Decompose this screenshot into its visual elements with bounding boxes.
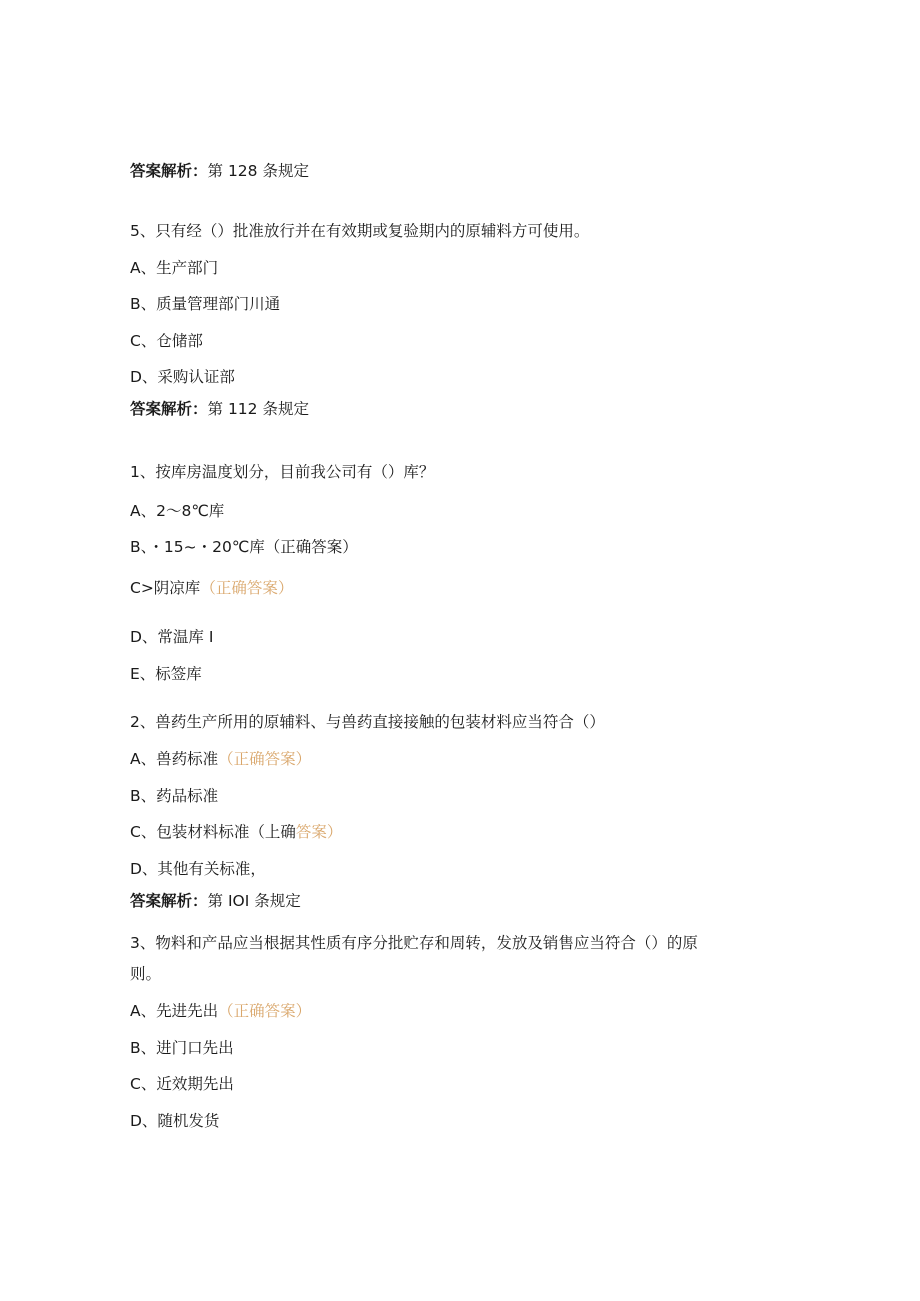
option-text: D、随机发货 xyxy=(130,1112,220,1130)
analysis-text: 第 112 条规定 xyxy=(207,400,309,418)
answer-analysis xyxy=(130,398,309,420)
option-text: D、采购认证部 xyxy=(130,368,235,386)
question-text: 5、只有经（）批准放行并在有效期或复验期内的原辅料方可使用。 xyxy=(130,222,590,240)
option-text: C、近效期先出 xyxy=(130,1075,234,1093)
option-text: B、・15~・20℃库（正确答案） xyxy=(130,538,358,556)
option-text xyxy=(130,1000,311,1022)
option-text: B、质量管理部门川通 xyxy=(130,295,281,313)
option-text: A、生产部门 xyxy=(130,259,219,277)
option-text xyxy=(130,577,293,599)
question-text: 2、兽药生产所用的原辅料、与兽药直接接触的包装材料应当符合（） xyxy=(130,713,605,731)
correct-answer-mark: （正确答案） xyxy=(200,579,294,597)
analysis-text: 第 128 条规定 xyxy=(207,162,309,180)
option-text: B、进门口先出 xyxy=(130,1039,234,1057)
option-body: C>阴凉库 xyxy=(130,579,201,597)
option-text: D、其他有关标准， xyxy=(130,860,266,878)
analysis-label: 答案解析： xyxy=(130,400,208,418)
analysis-label: 答案解析： xyxy=(130,892,208,910)
option-body: C、包装材料标准（上确 xyxy=(130,823,296,841)
question-continuation: 则。 xyxy=(130,965,162,983)
option-text xyxy=(130,748,311,770)
option-text xyxy=(130,821,342,843)
option-body: A、兽药标准 xyxy=(130,750,219,768)
correct-answer-mark: （正确答案） xyxy=(218,1002,312,1020)
option-text: C、仓储部 xyxy=(130,332,203,350)
answer-analysis xyxy=(130,890,301,912)
option-text: D、常温库 I xyxy=(130,628,214,646)
correct-answer-mark: 答案） xyxy=(295,823,343,841)
option-text: B、药品标准 xyxy=(130,787,219,805)
option-text: E、标签库 xyxy=(130,665,202,683)
correct-answer-mark: （正确答案） xyxy=(218,750,312,768)
option-text: A、2～8℃库 xyxy=(130,502,225,520)
option-body: A、先进先出 xyxy=(130,1002,219,1020)
analysis-text: 第 IOI 条规定 xyxy=(207,892,301,910)
answer-analysis xyxy=(130,160,309,182)
analysis-label: 答案解析： xyxy=(130,162,208,180)
question-text: 1、按库房温度划分，目前我公司有（）库？ xyxy=(130,463,435,481)
question-text: 3、物料和产品应当根据其性质有序分批贮存和周转，发放及销售应当符合（）的原 xyxy=(130,934,698,952)
